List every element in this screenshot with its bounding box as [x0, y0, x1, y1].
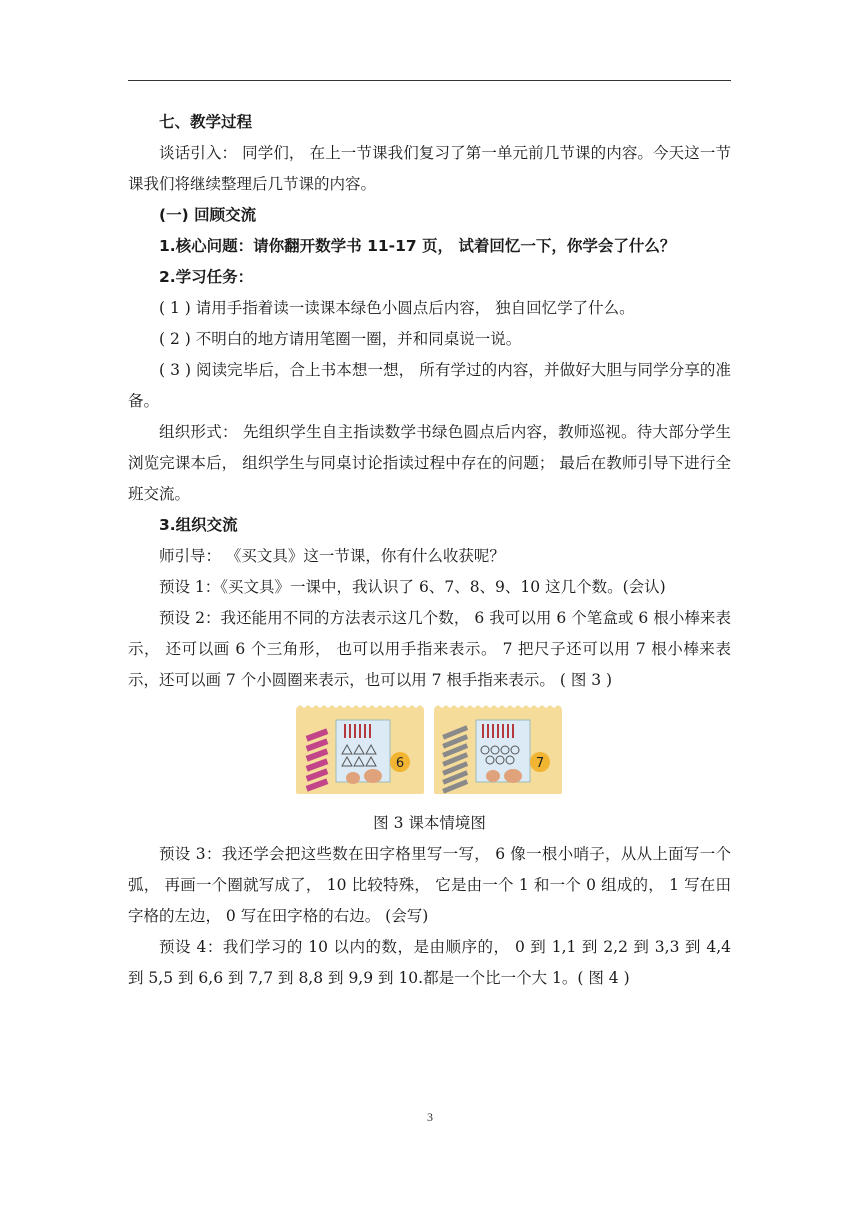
- figure-caption: 图 3 课本情境图: [373, 814, 486, 832]
- sticks-icon: [483, 724, 513, 738]
- figure-3: [128, 702, 731, 800]
- preset-3: 预设 3：我还学会把这些数在田字格里写一写， 6 像一根小哨子，从从上面写一个弧， 再画一个圈就写成了， 10 比较特殊， 它是由一个 1 和一个 0 组成的， 1 写在田字格的左边， 0 写在田字格的右边。 (会写): [128, 845, 731, 925]
- preset-4: 预设 4：我们学习的 10 以内的数，是由顺序的， 0 到 1,1 到 2,2 到 3,3 到 4,4 到 5,5 到 6,6 到 7,7 到 8,8 到 9,9 到 10.都是一个比一个大 1。( 图 4 ): [128, 938, 731, 987]
- exchange-title: 3.组织交流: [159, 516, 238, 534]
- part1-title: (一) 回顾交流: [159, 206, 257, 224]
- teacher-guide: 师引导： 《买文具》这一节课，你有什么收获呢？: [159, 547, 505, 565]
- preset-2: 预设 2：我还能用不同的方法表示这几个数， 6 我可以用 6 个笔盒或 6 根小棒来表示， 还可以画 6 个三角形， 也可以用手指来表示。 7 把尺子还可以用 7 根小棒来表示，还可以画 7 个小圆圈来表示，也可以用 7 根手指来表示。 ( 图 3 ): [128, 609, 731, 689]
- page-number: 3: [427, 1110, 433, 1124]
- textbook-figure: [128, 702, 731, 800]
- learning-task-title: 2.学习任务：: [159, 268, 254, 286]
- number-card-7: [434, 705, 562, 794]
- header-rule: [128, 80, 731, 81]
- preset-1: 预设 1：《买文具》一课中，我认识了 6、7、8、9、10 这几个数。(会认): [159, 578, 666, 596]
- core-question: 1.核心问题：请你翻开数学书 11-17 页， 试着回忆一下，你学会了什么？: [159, 237, 676, 255]
- card-1-number: 6: [395, 756, 405, 771]
- card-2-number: 7: [535, 756, 545, 771]
- task-2: ( 2 ) 不明白的地方请用笔圈一圈，并和同桌说一说。: [159, 330, 522, 348]
- organization-paragraph: 组织形式： 先组织学生自主指读数学书绿色圆点后内容，教师巡视。待大部分学生浏览完课本后， 组织学生与同桌讨论指读过程中存在的问题； 最后在教师引导下进行全班交流。: [128, 423, 731, 503]
- section-title: 七、教学过程: [159, 113, 253, 131]
- task-3: ( 3 ) 阅读完毕后，合上书本想一想， 所有学过的内容，并做好大胆与同学分享的准备。: [128, 361, 731, 410]
- task-1: ( 1 ) 请用手指着读一读课本绿色小圆点后内容， 独自回忆学了什么。: [159, 299, 635, 317]
- document-body: [128, 107, 731, 994]
- number-card-6: [296, 705, 424, 794]
- intro-paragraph: 谈话引入： 同学们， 在上一节课我们复习了第一单元前几节课的内容。今天这一节课我们将继续整理后几节课的内容。: [128, 144, 731, 193]
